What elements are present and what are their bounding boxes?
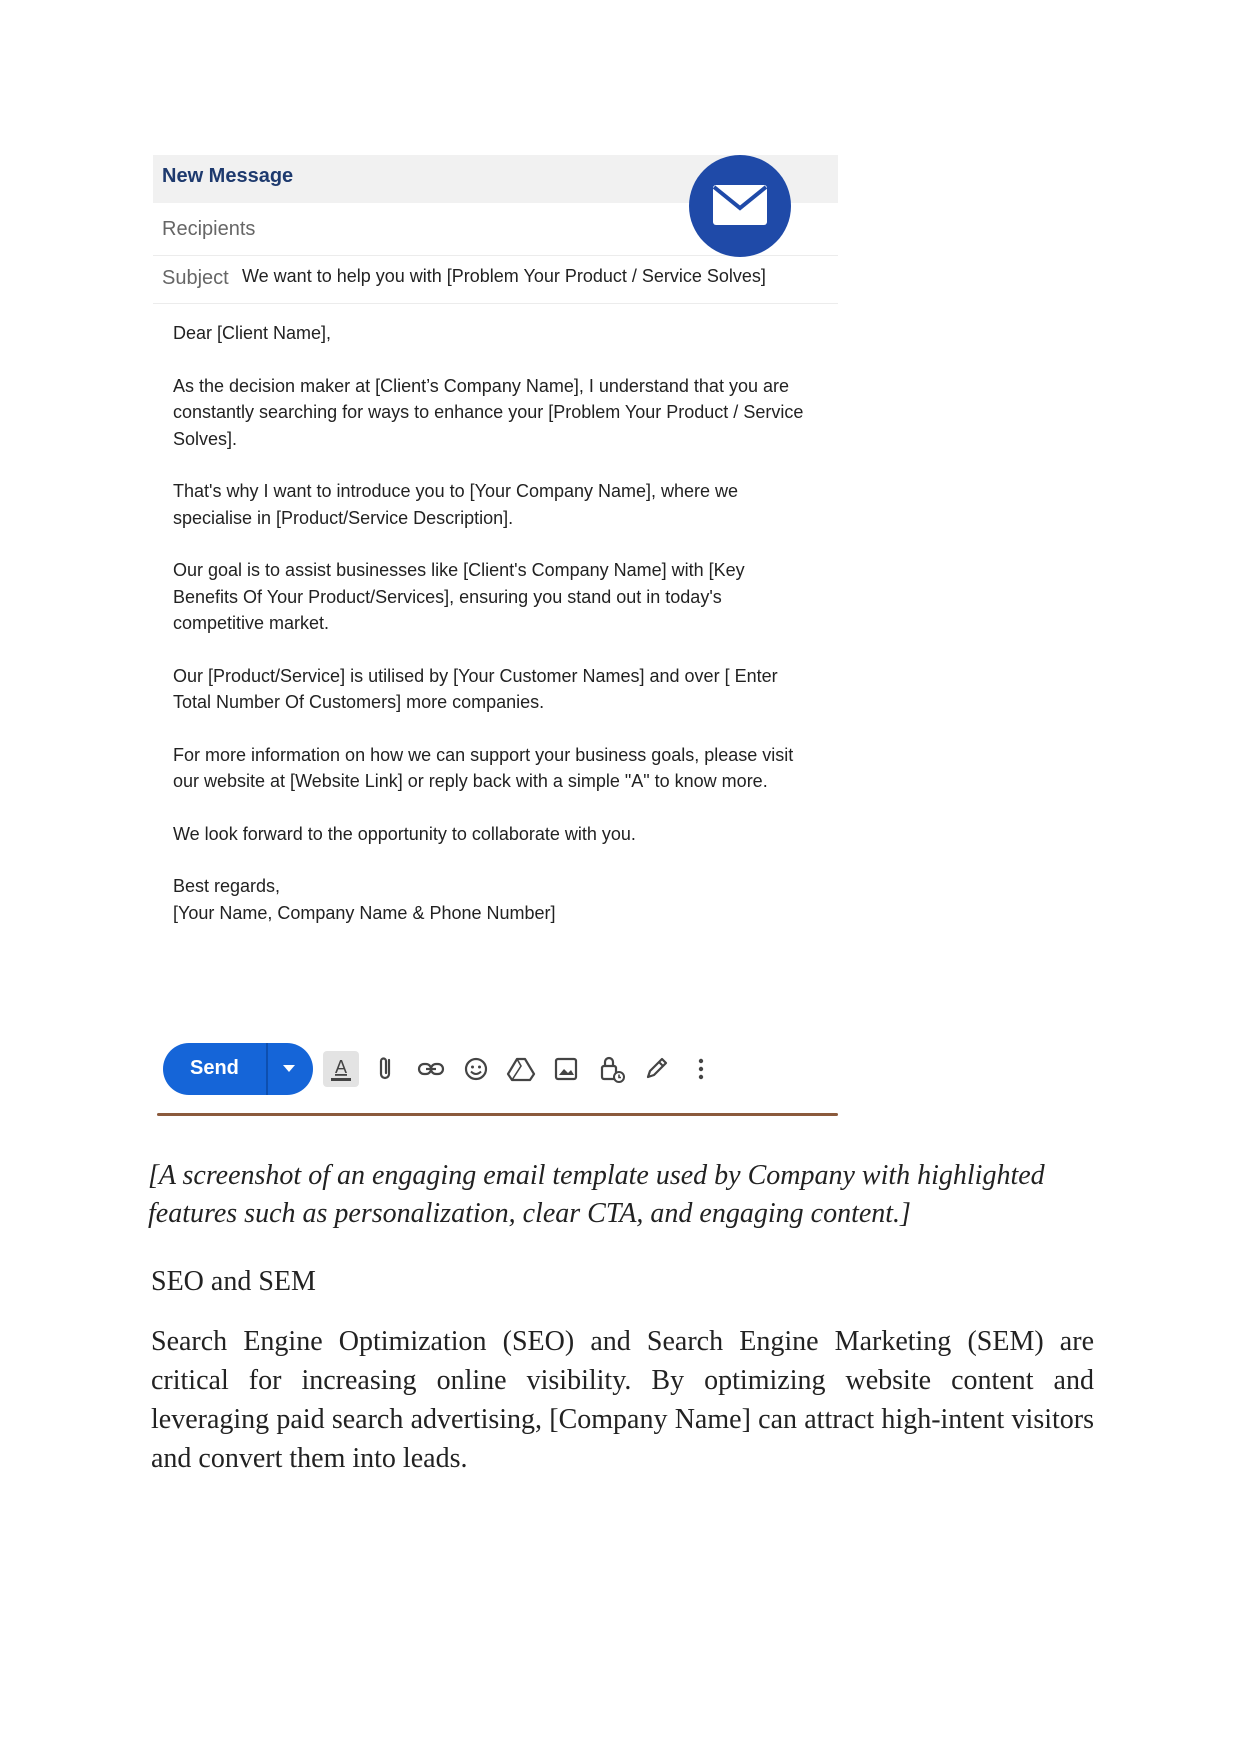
subject-label: Subject: [162, 267, 229, 289]
email-paragraph: That's why I want to introduce you to [Your Company Name], where we specialise in [Product/Service Description].: [173, 481, 739, 528]
section-heading: SEO and SEM: [151, 1266, 316, 1297]
confidential-mode-icon[interactable]: [593, 1051, 629, 1087]
email-paragraph: As the decision maker at [Client’s Company Name], I understand that you are constantly searching for ways to enhance your [Problem Your Product / Service Solves].: [173, 375, 804, 449]
send-button[interactable]: [163, 1043, 313, 1095]
email-compose-screenshot: [153, 155, 838, 1115]
svg-text:A: A: [334, 1057, 348, 1077]
send-divider: [266, 1043, 268, 1095]
compose-toolbar: [163, 1043, 838, 1103]
email-greeting: Dear [Client Name],: [173, 323, 332, 343]
more-options-icon[interactable]: [683, 1051, 719, 1087]
email-paragraph: Our [Product/Service] is utilised by [Your Customer Names] and over [ Enter Total Number Of Customers] more companies.: [173, 665, 778, 712]
text-format-icon[interactable]: [323, 1051, 359, 1087]
compose-title: New Message: [162, 165, 294, 187]
section-paragraph: Search Engine Optimization (SEO) and Search Engine Marketing (SEM) are critical for increasing online visibility. By optimizing website content and leveraging paid search advertising, [Company Name] can attract high-intent visitors and convert them into leads.: [151, 1326, 1094, 1474]
email-paragraph: We look forward to the opportunity to collaborate with you.: [173, 823, 636, 844]
send-label: Send: [190, 1057, 239, 1079]
recipients-placeholder: Recipients: [162, 218, 256, 240]
figure-caption: [A screenshot of an engaging email template used by Company with highlighted features such as personalization, clear CTA, and engaging content.]: [148, 1160, 1045, 1229]
email-paragraph: For more information on how we can support your business goals, please visit our website at [Website Link] or reply back with a simple "A" to know more.: [173, 744, 794, 791]
email-paragraph: Our goal is to assist businesses like [Client's Company Name] with [Key Benefits Of Your Product/Services], ensuring you stand out in today's competitive market.: [173, 560, 745, 633]
subject-value: We want to help you with [Problem Your Product / Service Solves]: [242, 266, 766, 286]
signature-pen-icon[interactable]: [638, 1051, 674, 1087]
insert-photo-icon[interactable]: [548, 1051, 584, 1087]
email-body[interactable]: [173, 320, 813, 926]
envelope-icon: [711, 183, 769, 227]
drive-icon[interactable]: [503, 1051, 539, 1087]
email-closing: Best regards,: [173, 876, 281, 896]
link-icon[interactable]: [413, 1051, 449, 1087]
emoji-icon[interactable]: [458, 1051, 494, 1087]
email-signature: [Your Name, Company Name & Phone Number]: [173, 902, 556, 923]
compose-bottom-border: [157, 1113, 838, 1116]
envelope-badge: [689, 155, 791, 257]
subject-field[interactable]: [153, 255, 838, 304]
send-options-chevron-icon[interactable]: [283, 1065, 295, 1072]
attachment-icon[interactable]: [368, 1051, 404, 1087]
